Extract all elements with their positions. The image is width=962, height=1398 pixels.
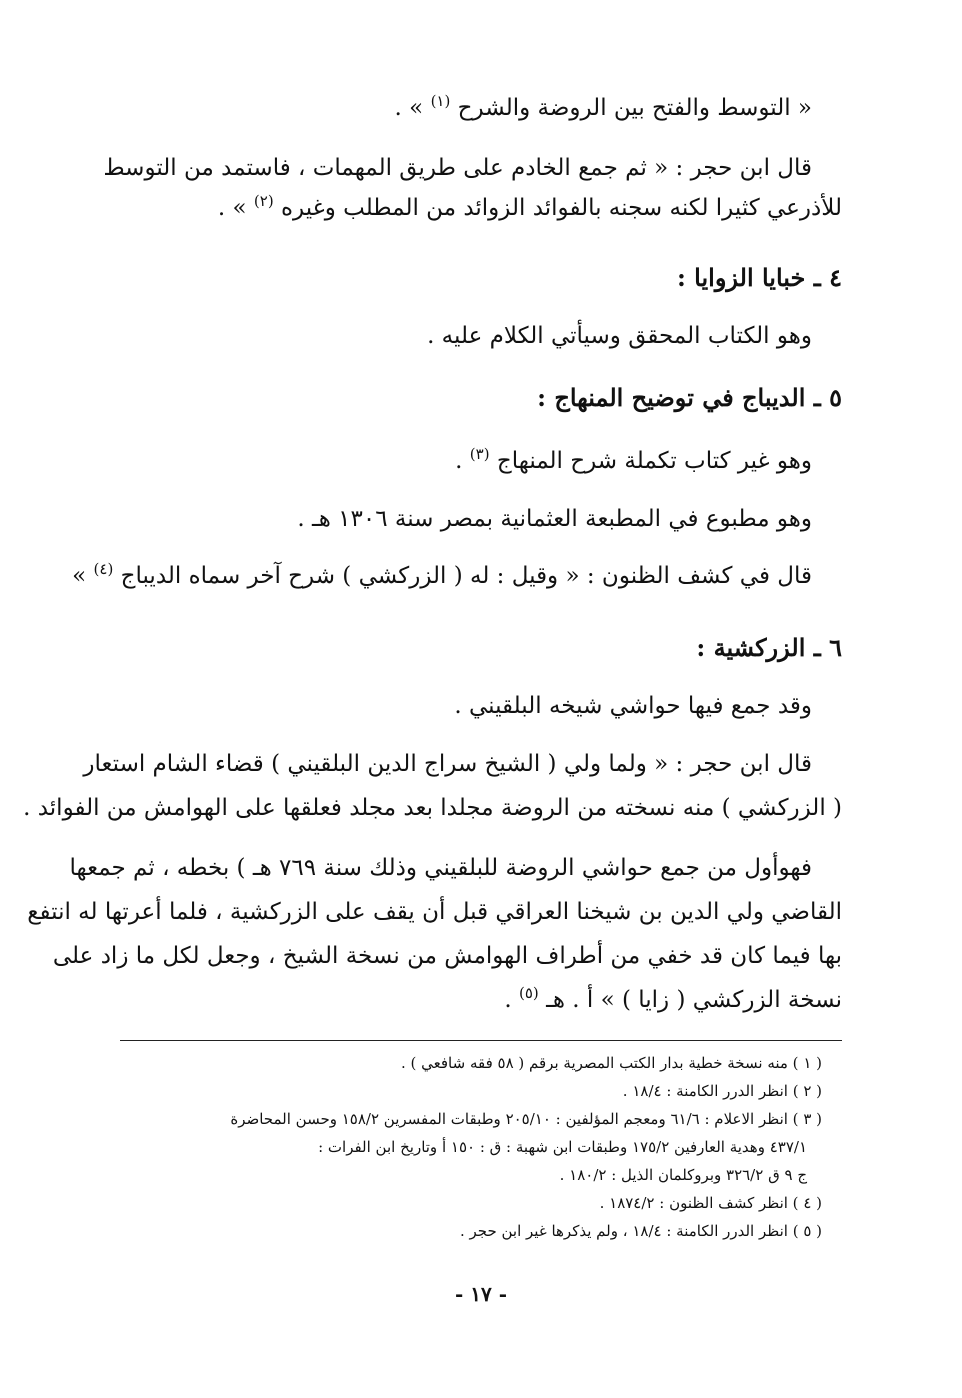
text-line-5: وهو الكتاب المحقق وسيأتي الكلام عليه .	[427, 323, 812, 349]
line-9-end: »	[72, 563, 87, 589]
text-line-7	[122, 445, 812, 479]
line-1-end: » .	[394, 95, 424, 121]
footnote-divider	[120, 1040, 842, 1041]
page-number: - ١٧ -	[454, 1282, 507, 1306]
footnote-ref-5: (٥)	[518, 984, 539, 1002]
line-1-text: « التوسط والفتح بين الروضة والشرح	[457, 95, 812, 121]
text-line-3	[122, 192, 842, 226]
footnote-2: ( ٢ ) انظر الدرر الكامنة : ١٨/٤ .	[622, 1082, 822, 1100]
line-9-text: قال في كشف الظنون : « وقيل : له ( الزركشي ) شرح آخر سماه الديباج	[120, 563, 812, 589]
line-17-end: .	[504, 987, 512, 1013]
line-7-text: وهو غير كتاب تكملة شرح المنهاج	[496, 448, 812, 474]
footnote-1: ( ١ ) منه نسخة خطية بدار الكتب المصرية برقم ( ٥٨ فقه شافعي ) .	[400, 1054, 822, 1072]
line-3-text: للأذرعي كثيرا لكنه سجنه بالفوائد الزوائد من المطلب وغيره	[280, 195, 842, 221]
footnote-3-line-3: ج ٩ ق ٣٢٦/٢ وبروكلمان الذيل : ١٨٠/٢ .	[559, 1166, 807, 1184]
line-7-end: .	[455, 448, 463, 474]
line-3-end: » .	[217, 195, 247, 221]
line-17-text: نسخة الزركشي ( زايا ) » أ . هـ	[546, 987, 842, 1013]
footnote-ref-4: (٤)	[93, 560, 114, 578]
text-line-15: القاضي ولي الدين بن شيخنا العراقي قبل أن يقف على الزركشية ، فلما أعرتها له انتفع	[27, 899, 842, 925]
text-line-11: وقد جمع فيها حواشي شيخه البلقيني .	[454, 693, 812, 719]
text-line-17	[122, 984, 842, 1018]
text-line-13: ( الزركشي ) منه نسخته من الروضة مجلدا بعد مجلد فعلقها على الهوامش من الفوائد .	[23, 795, 842, 821]
footnote-4: ( ٤ ) انظر كشف الظنون : ١٨٧٤/٢ .	[599, 1194, 822, 1212]
section-heading-6: ٦ ـ الزركشية :	[696, 633, 842, 662]
text-line-14: فهوأول من جمع حواشي الروضة للبلقيني وذلك سنة ٧٦٩ هـ ) بخطه ، ثم جمعها	[69, 855, 812, 881]
section-heading-4: ٤ ـ خبايا الزوايا :	[676, 263, 842, 292]
text-line-1	[122, 92, 812, 126]
footnote-5: ( ٥ ) انظر الدرر الكامنة : ١٨/٤ ، ولم يذكرها غير ابن حجر .	[459, 1222, 822, 1240]
footnote-ref-3: (٣)	[469, 445, 490, 463]
footnote-3-line-1: ( ٣ ) انظر الاعلام : ٦١/٦ ومعجم المؤلفين : ٢٠٥/١٠ وطبقات المفسرين ١٥٨/٢ وحسن المحاضرة	[230, 1110, 822, 1128]
footnote-ref-1: (١)	[430, 92, 451, 110]
footnote-ref-2: (٢)	[253, 192, 274, 210]
text-line-9	[72, 560, 812, 594]
text-line-12: قال ابن حجر : « ولما ولي ( الشيخ سراج الدين البلقيني ) قضاء الشام استعار	[83, 751, 812, 777]
section-heading-5: ٥ ـ الديباج في توضيح المنهاج :	[537, 383, 842, 412]
text-line-16: بها فيما كان قد خفي من أطراف الهوامش من نسخة الشيخ ، وجعل لكل ما زاد على	[52, 943, 842, 969]
text-line-8: وهو مطبوع في المطبعة العثمانية بمصر سنة ١٣٠٦ هـ .	[297, 506, 812, 532]
text-line-2: قال ابن حجر : « ثم جمع الخادم على طريق المهمات ، فاستمد من التوسط	[103, 155, 812, 181]
footnote-3-line-2: ٤٣٧/١ وهدية العارفين ١٧٥/٢ وطبقات ابن شهبة : ق : ١٥٠ أ وتاريخ ابن الفرات :	[318, 1138, 807, 1156]
